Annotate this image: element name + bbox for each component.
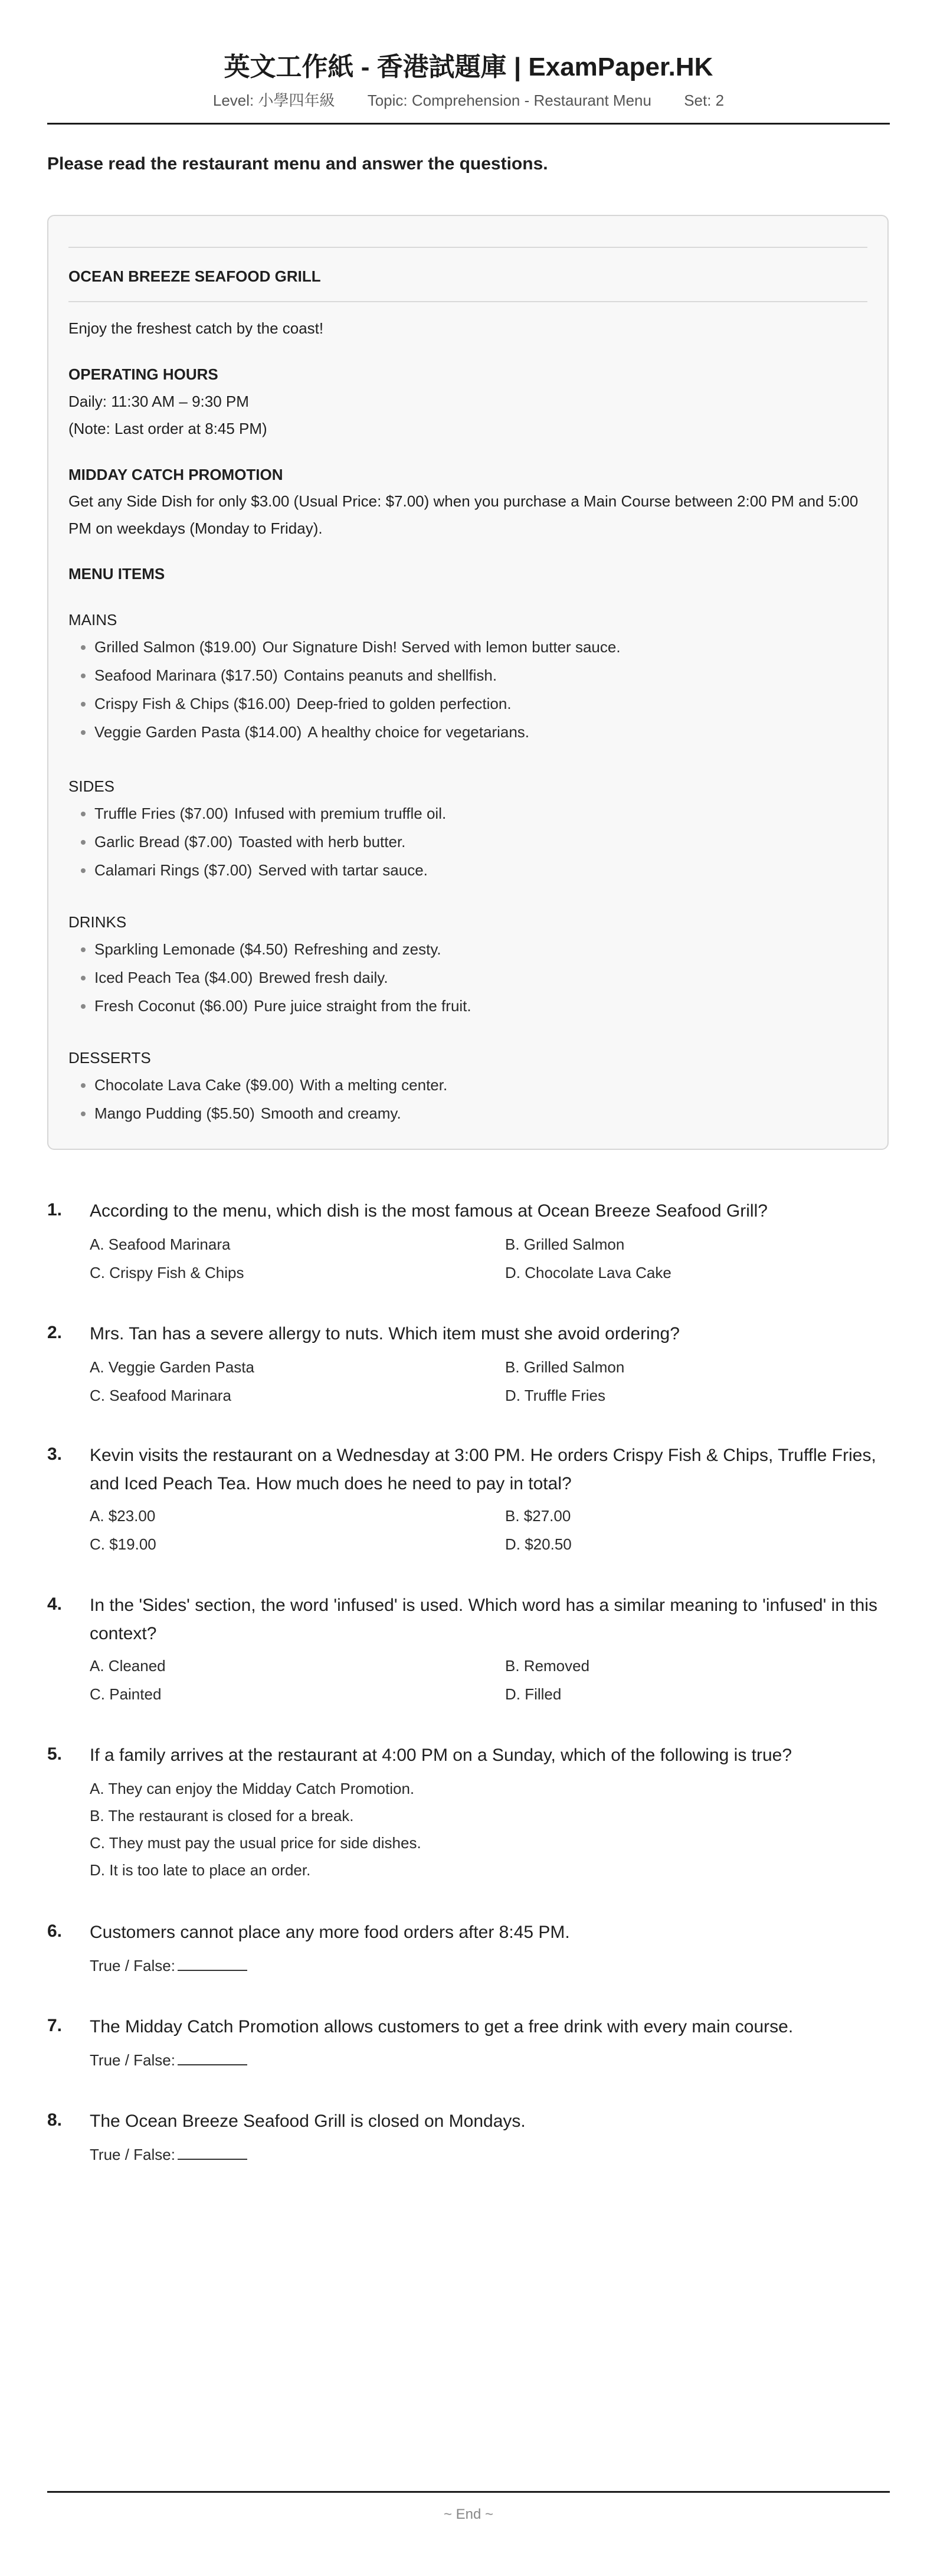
question-text: In the 'Sides' section, the word 'infused' is used. Which word has a similar meaning to 'infused' in this context? [90,1596,878,1643]
hours-note: (Note: Last order at 8:45 PM) [68,420,267,437]
option-c[interactable]: C. $19.00 [90,1535,156,1553]
menu-item: • Iced Peach Tea ($4.00) Brewed fresh daily. [94,963,471,992]
section-mains-heading: MAINS [68,611,117,629]
menu-item: • Sparkling Lemonade ($4.50) Refreshing and zesty. [94,935,471,963]
true-false-answer [90,2048,247,2072]
question-number: 1. [47,1200,63,1220]
option-b[interactable]: B. $27.00 [505,1507,571,1525]
sides-list [68,799,446,884]
option-c[interactable]: C. Crispy Fish & Chips [90,1264,244,1282]
restaurant-name: OCEAN BREEZE SEAFOOD GRILL [68,267,321,285]
option-a[interactable]: A. Seafood Marinara [90,1235,231,1253]
true-false-label: True / False: [90,2051,175,2069]
true-false-label: True / False: [90,1957,175,1975]
menu-name-divider [68,301,867,302]
option-d[interactable]: D. Truffle Fries [505,1387,606,1404]
hours-daily: Daily: 11:30 AM – 9:30 PM [68,393,249,410]
true-false-label: True / False: [90,2146,175,2163]
option-d[interactable]: D. Filled [505,1685,562,1703]
option-a[interactable]: A. They can enjoy the Midday Catch Promotion. [90,1780,415,1797]
question-number: 3. [47,1444,63,1464]
end-marker: ~ End ~ [443,2506,494,2522]
answer-blank[interactable] [178,2050,247,2065]
true-false-answer [90,2143,247,2166]
option-a[interactable]: A. Cleaned [90,1657,166,1675]
footer-divider [47,2491,890,2493]
question-text: Mrs. Tan has a severe allergy to nuts. Which item must she avoid ordering? [90,1324,680,1343]
menu-item: • Truffle Fries ($7.00) Infused with premium truffle oil. [94,799,446,828]
question-number: 4. [47,1594,63,1614]
menu-top-divider [68,247,867,248]
menu-item: • Seafood Marinara ($17.50) Contains peanuts and shellfish. [94,661,621,689]
question-number: 5. [47,1744,63,1764]
option-c[interactable]: C. They must pay the usual price for side dishes. [90,1834,421,1852]
option-a[interactable]: A. Veggie Garden Pasta [90,1358,254,1376]
option-c[interactable]: C. Seafood Marinara [90,1387,231,1404]
question-text: Customers cannot place any more food orders after 8:45 PM. [90,1923,570,1942]
option-d[interactable]: D. It is too late to place an order. [90,1861,311,1879]
option-d[interactable]: D. $20.50 [505,1535,572,1553]
menu-item: • Garlic Bread ($7.00) Toasted with herb butter. [94,828,446,856]
menu-item: • Calamari Rings ($7.00) Served with tartar sauce. [94,856,446,884]
question-number: 6. [47,1921,63,1941]
promo-heading: MIDDAY CATCH PROMOTION [68,466,283,483]
drinks-list [68,935,471,1020]
option-b[interactable]: B. Grilled Salmon [505,1235,625,1253]
menu-item: • Fresh Coconut ($6.00) Pure juice straight from the fruit. [94,992,471,1020]
desserts-list [68,1071,447,1127]
menu-item: • Mango Pudding ($5.50) Smooth and creamy. [94,1099,447,1127]
option-c[interactable]: C. Painted [90,1685,162,1703]
question-text: According to the menu, which dish is the most famous at Ocean Breeze Seafood Grill? [90,1201,768,1221]
option-a[interactable]: A. $23.00 [90,1507,156,1525]
instructions: Please read the restaurant menu and answer the questions. [47,154,548,174]
level-label: Level: 小學四年級 [212,91,335,109]
question-text: The Ocean Breeze Seafood Grill is closed on Mondays. [90,2111,526,2131]
restaurant-menu-box [47,215,889,1150]
option-b[interactable]: B. Grilled Salmon [505,1358,625,1376]
option-b[interactable]: B. The restaurant is closed for a break. [90,1807,354,1825]
question-number: 7. [47,2016,63,2035]
answer-blank[interactable] [178,1956,247,1971]
question-number: 2. [47,1323,63,1342]
section-sides-heading: SIDES [68,777,115,795]
option-d[interactable]: D. Chocolate Lava Cake [505,1264,671,1282]
answer-blank[interactable] [178,2145,247,2160]
mains-list [68,633,621,746]
hours-heading: OPERATING HOURS [68,365,218,383]
topic-label: Topic: Comprehension - Restaurant Menu [367,91,651,109]
menu-item: • Crispy Fish & Chips ($16.00) Deep-fried to golden perfection. [94,689,621,718]
true-false-answer [90,1954,247,1977]
section-drinks-heading: DRINKS [68,913,127,931]
worksheet-page [47,0,890,2576]
question-text: Kevin visits the restaurant on a Wednesday at 3:00 PM. He orders Crispy Fish & Chips, Truffle Fries, and Iced Peach Tea. How much does he need to pay in total? [90,1446,876,1493]
question-text: The Midday Catch Promotion allows customers to get a free drink with every main course. [90,2017,794,2036]
promo-text: Get any Side Dish for only $3.00 (Usual Price: $7.00) when you purchase a Main Course between 2:00 PM and 5:00 PM on weekdays (Monday to Friday). [68,492,859,537]
restaurant-tagline: Enjoy the freshest catch by the coast! [68,319,324,337]
menu-item: • Grilled Salmon ($19.00) Our Signature Dish! Served with lemon butter sauce. [94,633,621,661]
menu-item: • Veggie Garden Pasta ($14.00) A healthy choice for vegetarians. [94,718,621,746]
question-text: If a family arrives at the restaurant at 4:00 PM on a Sunday, which of the following is true? [90,1745,792,1765]
question-number: 8. [47,2110,63,2130]
worksheet-meta [47,90,890,111]
header-divider [47,123,890,125]
menu-item: • Chocolate Lava Cake ($9.00) With a melting center. [94,1071,447,1099]
worksheet-title: 英文工作紙 - 香港試題庫 | ExamPaper.HK [224,53,713,81]
section-desserts-heading: DESSERTS [68,1049,151,1067]
option-b[interactable]: B. Removed [505,1657,590,1675]
menu-items-heading: MENU ITEMS [68,565,165,583]
set-label: Set: 2 [684,91,725,109]
